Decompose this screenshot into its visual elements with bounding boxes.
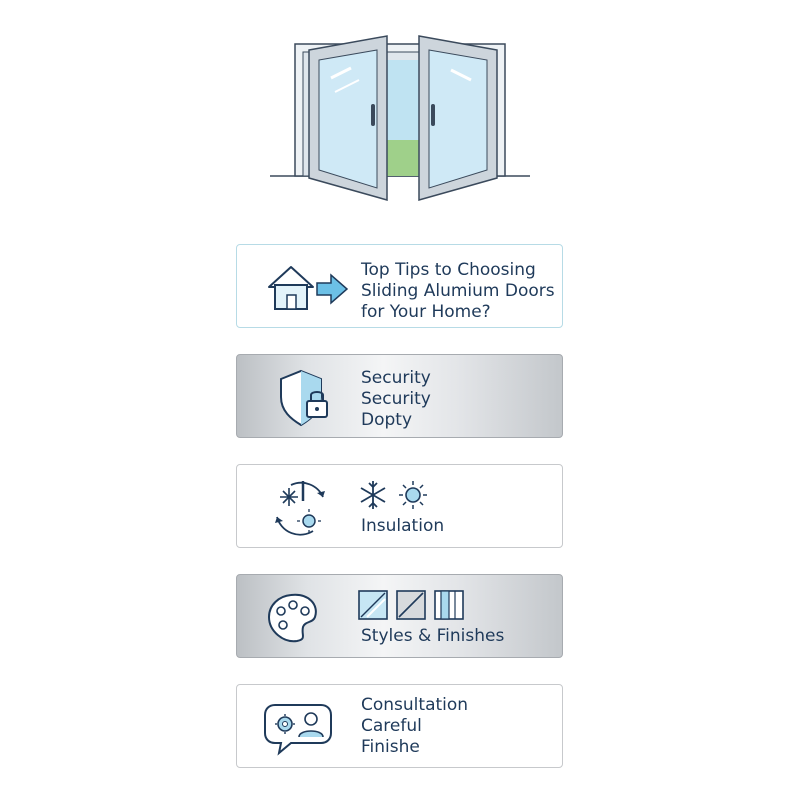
consultation-text: Consultation Careful Finishe — [361, 695, 469, 757]
insulation-extra-icons — [357, 479, 467, 511]
open-sliding-door-icon — [265, 28, 535, 208]
intro-card[interactable] — [236, 244, 563, 328]
frame-swatch-icon — [397, 591, 425, 619]
insulation-text: Insulation — [361, 516, 445, 536]
glass-swatch-icon — [359, 591, 387, 619]
sun-icon — [399, 481, 427, 509]
consultation-card[interactable] — [236, 684, 563, 768]
styles-text: Styles & Finishes — [361, 626, 505, 646]
intro-title: Top Tips to Choosing Sliding Alumium Doors for Your Home? — [361, 260, 555, 322]
finish-swatches — [357, 589, 467, 621]
snowflake-icon — [361, 481, 385, 509]
palette-icon — [261, 587, 357, 647]
styles-card[interactable] — [236, 574, 563, 658]
thermal-cycle-icon — [261, 477, 357, 537]
panel-swatch-icon — [435, 591, 463, 619]
security-shield-lock-icon — [261, 367, 357, 427]
house-arrow-icon — [261, 257, 357, 317]
security-card[interactable] — [236, 354, 563, 438]
security-text: Security Security Dopty — [361, 368, 431, 430]
consultation-bubble-icon — [261, 697, 357, 757]
insulation-card[interactable] — [236, 464, 563, 548]
